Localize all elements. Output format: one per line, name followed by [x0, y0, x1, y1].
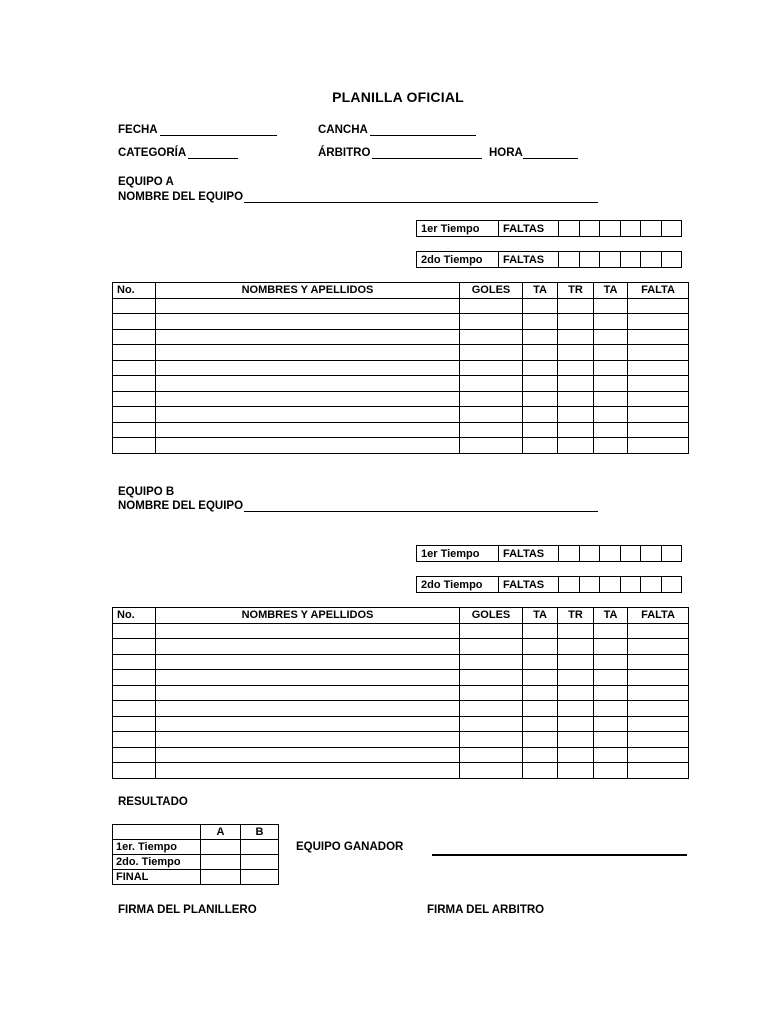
result-cell[interactable]	[201, 855, 241, 870]
table-cell[interactable]	[156, 685, 460, 701]
table-row	[113, 716, 689, 732]
table-cell[interactable]	[594, 654, 628, 670]
table-cell[interactable]	[113, 747, 156, 763]
result-cell[interactable]	[241, 840, 279, 855]
table-cell[interactable]	[628, 422, 689, 438]
table-cell[interactable]	[594, 391, 628, 407]
table-cell[interactable]	[594, 639, 628, 655]
table-cell[interactable]	[594, 623, 628, 639]
faltas-label: FALTAS	[499, 577, 559, 593]
table-cell[interactable]	[628, 376, 689, 392]
table-cell[interactable]	[113, 407, 156, 423]
table-row	[113, 345, 689, 361]
table-cell[interactable]	[558, 360, 594, 376]
table-cell[interactable]	[460, 763, 523, 779]
faltas-box[interactable]	[579, 252, 600, 268]
faltas-label: FALTAS	[499, 252, 559, 268]
table-cell[interactable]	[558, 298, 594, 314]
table-cell[interactable]	[558, 763, 594, 779]
table-cell[interactable]	[558, 685, 594, 701]
table-cell[interactable]	[594, 763, 628, 779]
table-cell[interactable]	[460, 360, 523, 376]
table-cell[interactable]	[558, 701, 594, 717]
faltas-box[interactable]	[661, 221, 682, 237]
table-row	[113, 438, 689, 454]
result-label: RESULTADO	[118, 796, 188, 808]
faltas-box[interactable]	[620, 577, 641, 593]
table-row	[113, 639, 689, 655]
form-title: PLANILLA OFICIAL	[332, 89, 464, 105]
table-cell[interactable]	[523, 685, 558, 701]
hora-label: HORA	[489, 147, 523, 159]
table-row	[113, 732, 689, 748]
table-cell[interactable]	[113, 639, 156, 655]
result-corner-cell	[113, 825, 201, 840]
faltas-label: FALTAS	[499, 546, 559, 562]
faltas-box[interactable]	[620, 221, 641, 237]
table-cell[interactable]	[628, 360, 689, 376]
table-cell[interactable]	[523, 747, 558, 763]
team-a-faltas-2	[416, 251, 682, 268]
table-cell[interactable]	[558, 376, 594, 392]
table-cell[interactable]	[460, 716, 523, 732]
table-cell[interactable]	[460, 732, 523, 748]
signature-arbitro: FIRMA DEL ARBITRO	[427, 904, 545, 916]
table-cell[interactable]	[594, 670, 628, 686]
table-cell[interactable]	[558, 732, 594, 748]
table-cell[interactable]	[156, 639, 460, 655]
faltas-box[interactable]	[559, 252, 580, 268]
table-cell[interactable]	[628, 639, 689, 655]
faltas-box[interactable]	[620, 252, 641, 268]
table-row	[113, 747, 689, 763]
table-cell[interactable]	[156, 654, 460, 670]
col-tr: TR	[558, 283, 594, 299]
col-ta-2: TA	[594, 283, 628, 299]
table-cell[interactable]	[594, 360, 628, 376]
table-cell[interactable]	[628, 345, 689, 361]
table-cell[interactable]	[628, 407, 689, 423]
faltas-box[interactable]	[641, 221, 662, 237]
table-row	[113, 329, 689, 345]
table-cell[interactable]	[558, 422, 594, 438]
table-cell[interactable]	[628, 685, 689, 701]
faltas-box[interactable]	[579, 577, 600, 593]
faltas-box[interactable]	[600, 577, 621, 593]
fecha-field[interactable]	[160, 135, 277, 136]
faltas-box[interactable]	[559, 221, 580, 237]
table-cell[interactable]	[156, 360, 460, 376]
table-cell[interactable]	[523, 314, 558, 330]
table-cell[interactable]	[558, 654, 594, 670]
team-a-name-field[interactable]	[244, 202, 598, 203]
cancha-label: CANCHA	[318, 124, 368, 136]
table-cell[interactable]	[156, 747, 460, 763]
faltas-box[interactable]	[641, 546, 662, 562]
table-cell[interactable]	[523, 716, 558, 732]
table-cell[interactable]	[460, 298, 523, 314]
table-cell[interactable]	[113, 701, 156, 717]
table-row	[113, 623, 689, 639]
team-b-name-label: NOMBRE DEL EQUIPO	[118, 500, 244, 512]
table-cell[interactable]	[594, 747, 628, 763]
col-tr: TR	[558, 608, 594, 624]
table-cell[interactable]	[460, 747, 523, 763]
table-cell[interactable]	[523, 360, 558, 376]
table-cell[interactable]	[523, 623, 558, 639]
faltas-box[interactable]	[579, 221, 600, 237]
col-falta: FALTA	[628, 283, 689, 299]
table-cell[interactable]	[628, 329, 689, 345]
faltas-period: 2do Tiempo	[417, 252, 499, 268]
table-header-row	[113, 283, 689, 299]
table-cell[interactable]	[460, 314, 523, 330]
table-cell[interactable]	[523, 298, 558, 314]
table-cell[interactable]	[156, 376, 460, 392]
table-cell[interactable]	[460, 329, 523, 345]
team-a-roster-body	[113, 298, 689, 453]
table-cell[interactable]	[594, 376, 628, 392]
table-row	[113, 763, 689, 779]
categoria-label: CATEGORÍA	[118, 147, 187, 159]
table-row	[113, 685, 689, 701]
table-cell[interactable]	[113, 438, 156, 454]
winner-label: EQUIPO GANADOR	[296, 841, 404, 853]
table-cell[interactable]	[594, 732, 628, 748]
table-cell[interactable]	[460, 391, 523, 407]
table-cell[interactable]	[113, 376, 156, 392]
faltas-box[interactable]	[641, 252, 662, 268]
table-cell[interactable]	[523, 391, 558, 407]
faltas-period: 1er Tiempo	[417, 221, 499, 237]
table-cell[interactable]	[156, 422, 460, 438]
faltas-box[interactable]	[559, 577, 580, 593]
result-col-b: B	[241, 825, 279, 840]
faltas-box[interactable]	[661, 252, 682, 268]
table-cell[interactable]	[594, 685, 628, 701]
table-cell[interactable]	[113, 732, 156, 748]
faltas-box[interactable]	[620, 546, 641, 562]
table-cell[interactable]	[460, 701, 523, 717]
table-cell[interactable]	[113, 345, 156, 361]
table-cell[interactable]	[113, 623, 156, 639]
col-no: No.	[113, 608, 156, 624]
faltas-box[interactable]	[600, 221, 621, 237]
table-cell[interactable]	[156, 391, 460, 407]
table-cell[interactable]	[594, 314, 628, 330]
table-cell[interactable]	[460, 376, 523, 392]
table-cell[interactable]	[558, 407, 594, 423]
table-cell[interactable]	[523, 438, 558, 454]
table-row	[113, 670, 689, 686]
team-b-faltas-2	[416, 576, 682, 593]
table-cell[interactable]	[628, 732, 689, 748]
table-cell[interactable]	[558, 639, 594, 655]
table-row	[113, 701, 689, 717]
table-cell[interactable]	[628, 716, 689, 732]
table-cell[interactable]	[113, 391, 156, 407]
table-cell[interactable]	[628, 654, 689, 670]
col-nombres: NOMBRES Y APELLIDOS	[156, 608, 460, 624]
table-cell[interactable]	[594, 422, 628, 438]
table-cell[interactable]	[628, 670, 689, 686]
table-cell[interactable]	[628, 623, 689, 639]
arbitro-label: ÁRBITRO	[318, 147, 371, 159]
table-row	[113, 407, 689, 423]
table-cell[interactable]	[460, 623, 523, 639]
table-cell[interactable]	[523, 670, 558, 686]
table-cell[interactable]	[558, 329, 594, 345]
table-cell[interactable]	[113, 422, 156, 438]
table-cell[interactable]	[558, 623, 594, 639]
signature-planillero: FIRMA DEL PLANILLERO	[118, 904, 257, 916]
table-cell[interactable]	[523, 763, 558, 779]
result-row-label: 1er. Tiempo	[113, 840, 201, 855]
table-cell[interactable]	[156, 314, 460, 330]
faltas-box[interactable]	[661, 546, 682, 562]
table-cell[interactable]	[460, 654, 523, 670]
table-row	[113, 360, 689, 376]
result-cell[interactable]	[201, 870, 241, 885]
table-cell[interactable]	[523, 422, 558, 438]
table-cell[interactable]	[113, 670, 156, 686]
table-row	[113, 391, 689, 407]
table-cell[interactable]	[113, 654, 156, 670]
result-row-label: FINAL	[113, 870, 201, 885]
table-header-row	[113, 608, 689, 624]
table-cell[interactable]	[594, 438, 628, 454]
table-row	[113, 654, 689, 670]
table-cell[interactable]	[594, 407, 628, 423]
col-ta: TA	[523, 283, 558, 299]
cancha-field[interactable]	[370, 135, 476, 136]
team-b-faltas-1	[416, 545, 682, 562]
table-cell[interactable]	[558, 345, 594, 361]
table-cell[interactable]	[156, 701, 460, 717]
table-row	[113, 376, 689, 392]
table-cell[interactable]	[156, 438, 460, 454]
table-cell[interactable]	[594, 298, 628, 314]
table-cell[interactable]	[113, 298, 156, 314]
table-cell[interactable]	[628, 391, 689, 407]
table-cell[interactable]	[628, 298, 689, 314]
table-cell[interactable]	[594, 716, 628, 732]
faltas-box[interactable]	[559, 546, 580, 562]
table-cell[interactable]	[558, 670, 594, 686]
table-cell[interactable]	[523, 639, 558, 655]
table-cell[interactable]	[523, 376, 558, 392]
col-falta: FALTA	[628, 608, 689, 624]
table-cell[interactable]	[156, 716, 460, 732]
team-b-roster-table	[112, 607, 689, 779]
table-cell[interactable]	[156, 345, 460, 361]
col-goles: GOLES	[460, 608, 523, 624]
table-cell[interactable]	[628, 747, 689, 763]
team-a-roster-table	[112, 282, 689, 454]
table-cell[interactable]	[156, 732, 460, 748]
hora-field[interactable]	[523, 158, 578, 159]
table-cell[interactable]	[156, 670, 460, 686]
table-cell[interactable]	[558, 747, 594, 763]
table-row	[113, 314, 689, 330]
faltas-period: 1er Tiempo	[417, 546, 499, 562]
table-cell[interactable]	[594, 345, 628, 361]
team-a-faltas-1	[416, 220, 682, 237]
table-cell[interactable]	[156, 329, 460, 345]
table-cell[interactable]	[558, 391, 594, 407]
table-cell[interactable]	[460, 345, 523, 361]
result-row-label: 2do. Tiempo	[113, 855, 201, 870]
table-cell[interactable]	[113, 685, 156, 701]
table-cell[interactable]	[113, 314, 156, 330]
table-cell[interactable]	[156, 763, 460, 779]
table-cell[interactable]	[113, 360, 156, 376]
winner-field[interactable]	[432, 854, 687, 856]
table-cell[interactable]	[460, 422, 523, 438]
result-cell[interactable]	[241, 870, 279, 885]
table-cell[interactable]	[523, 654, 558, 670]
table-cell[interactable]	[594, 701, 628, 717]
result-cell[interactable]	[241, 855, 279, 870]
table-row	[113, 422, 689, 438]
table-cell[interactable]	[113, 329, 156, 345]
table-cell[interactable]	[628, 701, 689, 717]
faltas-label: FALTAS	[499, 221, 559, 237]
arbitro-field[interactable]	[372, 158, 482, 159]
table-cell[interactable]	[523, 732, 558, 748]
col-goles: GOLES	[460, 283, 523, 299]
table-cell[interactable]	[523, 701, 558, 717]
table-cell[interactable]	[628, 438, 689, 454]
table-cell[interactable]	[558, 314, 594, 330]
result-cell[interactable]	[201, 840, 241, 855]
table-cell[interactable]	[523, 407, 558, 423]
faltas-box[interactable]	[641, 577, 662, 593]
table-cell[interactable]	[460, 639, 523, 655]
table-cell[interactable]	[113, 716, 156, 732]
col-ta-2: TA	[594, 608, 628, 624]
team-b-roster-body	[113, 623, 689, 778]
table-cell[interactable]	[594, 329, 628, 345]
categoria-field[interactable]	[188, 158, 238, 159]
table-cell[interactable]	[628, 314, 689, 330]
table-cell[interactable]	[113, 763, 156, 779]
col-no: No.	[113, 283, 156, 299]
faltas-box[interactable]	[579, 546, 600, 562]
table-cell[interactable]	[628, 763, 689, 779]
table-cell[interactable]	[156, 298, 460, 314]
table-cell[interactable]	[460, 685, 523, 701]
team-b-label: EQUIPO B	[118, 486, 175, 498]
col-ta: TA	[523, 608, 558, 624]
table-cell[interactable]	[558, 716, 594, 732]
result-col-a: A	[201, 825, 241, 840]
faltas-period: 2do Tiempo	[417, 577, 499, 593]
table-cell[interactable]	[156, 623, 460, 639]
table-cell[interactable]	[460, 670, 523, 686]
table-cell[interactable]	[523, 329, 558, 345]
result-table	[112, 824, 279, 885]
faltas-box[interactable]	[661, 577, 682, 593]
table-cell[interactable]	[523, 345, 558, 361]
table-cell[interactable]	[460, 407, 523, 423]
table-cell[interactable]	[156, 407, 460, 423]
col-nombres: NOMBRES Y APELLIDOS	[156, 283, 460, 299]
table-cell[interactable]	[460, 438, 523, 454]
team-a-name-label: NOMBRE DEL EQUIPO	[118, 191, 244, 203]
table-cell[interactable]	[558, 438, 594, 454]
fecha-label: FECHA	[118, 124, 158, 136]
team-a-label: EQUIPO A	[118, 176, 174, 188]
team-b-name-field[interactable]	[244, 511, 598, 512]
table-row	[113, 298, 689, 314]
faltas-box[interactable]	[600, 252, 621, 268]
faltas-box[interactable]	[600, 546, 621, 562]
